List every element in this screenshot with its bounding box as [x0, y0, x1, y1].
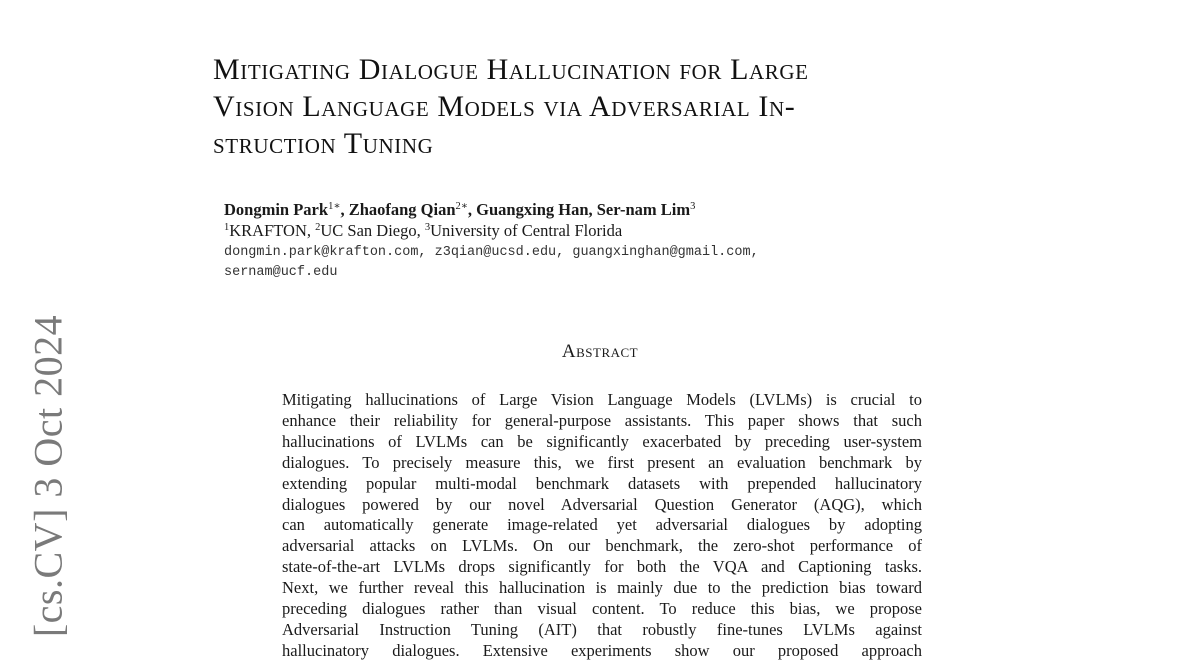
affil-name: University of Central Florida [430, 221, 623, 240]
email-line[interactable]: dongmin.park@krafton.com, z3qian@ucsd.edu, guangxinghan@gmail.com, [224, 245, 759, 260]
author-name: , Zhaofang Qian [340, 200, 456, 219]
arxiv-stamp[interactable]: [cs.CV] 3 Oct 2024 [25, 314, 71, 638]
abstract-line: preceding dialogues rather than visual content. To reduce this bias, we propose [282, 599, 922, 619]
abstract-line: Mitigating hallucinations of Large Vision Language Models (LVLMs) is crucial to [282, 390, 922, 409]
affil-name: UC San Diego, [320, 221, 425, 240]
abstract-heading: Abstract [561, 341, 639, 362]
title-line: struction Tuning [213, 127, 434, 160]
affil-mark: 2 [315, 222, 321, 233]
author-block [224, 199, 984, 283]
abstract-line: adversarial attacks on LVLMs. On our benchmark, the zero-shot performance of [282, 536, 922, 556]
author-name: Dongmin Park [224, 200, 329, 219]
abstract-line: dialogues. To precisely measure this, we first present an evaluation benchmark by [282, 452, 922, 472]
affil-mark: 1 [224, 222, 230, 233]
abstract-line: Adversarial Instruction Tuning (AIT) that robustly fine-tunes LVLMs against [282, 619, 922, 639]
title-line: Mitigating Dialogue Hallucination for Large [213, 53, 809, 86]
author-name: , Guangxing Han, Ser-nam Lim [467, 200, 691, 219]
author-affil-mark: 2∗ [455, 201, 468, 212]
author-list [224, 199, 984, 220]
abstract-line: can automatically generate image-related yet adversarial dialogues by adopting [282, 515, 922, 535]
title-line: Vision Language Models via Adversarial In- [213, 90, 796, 123]
paper-title [213, 51, 1013, 162]
email-line[interactable]: sernam@ucf.edu [224, 265, 338, 280]
affiliations [224, 220, 984, 241]
abstract-line: Next, we further reveal this hallucination is mainly due to the prediction bias toward [282, 578, 922, 598]
author-affil-mark: 3 [690, 201, 696, 212]
abstract-line: extending popular multi-modal benchmark datasets with prepended hallucinatory [282, 473, 922, 493]
abstract-line: enhance their reliability for general-purpose assistants. This paper shows that such [282, 410, 922, 430]
abstract-line: state-of-the-art LVLMs drops significantly for both the VQA and Captioning tasks. [282, 557, 922, 577]
abstract-body [282, 390, 922, 662]
author-emails [224, 243, 984, 283]
abstract-line: dialogues powered by our novel Adversarial Question Generator (AQG), which [282, 494, 922, 514]
abstract-line: hallucinatory dialogues. Extensive experiments show our proposed approach [282, 640, 922, 660]
affil-mark: 3 [424, 222, 431, 233]
author-affil-mark: 1∗ [328, 201, 341, 212]
abstract-line: hallucinations of LVLMs can be significantly exacerbated by preceding user-system [282, 431, 922, 451]
affil-name: KRAFTON, [229, 221, 316, 240]
